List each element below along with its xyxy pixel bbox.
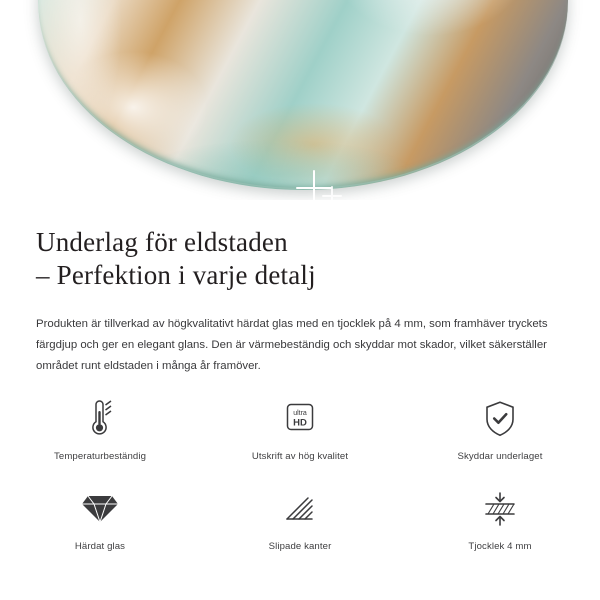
feature-label: Härdat glas xyxy=(74,541,126,552)
body-paragraph: Produkten är tillverkad av högkvalitativt härdat glas med en tjocklek på 4 mm, som framhäver tryckets färgdjup och ger en elegant glans. Den är värmebeständig och skyddar mot skador, vilket säkerställer området runt eldstaden i många år framöver. xyxy=(36,318,548,372)
hero-product-image xyxy=(0,0,600,200)
page-title xyxy=(0,226,600,292)
feature-label: Skyddar underlaget xyxy=(457,451,543,462)
diamond-icon xyxy=(81,486,119,532)
headline-line-1: Underlag för eldstaden xyxy=(36,227,288,257)
feature-item xyxy=(400,396,600,462)
feature-item xyxy=(0,486,200,552)
headline-line-2: – Perfektion i varje detalj xyxy=(36,260,316,290)
feature-item xyxy=(0,396,200,462)
svg-text:ultra: ultra xyxy=(293,410,307,417)
feature-label: Utskrift av hög kvalitet xyxy=(251,451,349,462)
thickness-icon xyxy=(480,486,520,532)
polished-edges-icon xyxy=(282,486,318,532)
glass-disc-graphic xyxy=(38,0,568,190)
shield-check-icon xyxy=(483,396,517,442)
thermometer-icon xyxy=(83,396,117,442)
feature-label: Tjocklek 4 mm xyxy=(468,541,532,552)
feature-grid xyxy=(0,396,600,552)
feature-label: Slipade kanter xyxy=(268,541,332,552)
text-content xyxy=(0,226,600,377)
feature-item xyxy=(200,486,400,552)
feature-label: Temperaturbeständig xyxy=(53,451,147,462)
svg-text:HD: HD xyxy=(293,417,307,429)
feature-item xyxy=(200,396,400,462)
feature-item xyxy=(400,486,600,552)
ultra-hd-icon xyxy=(282,396,318,442)
